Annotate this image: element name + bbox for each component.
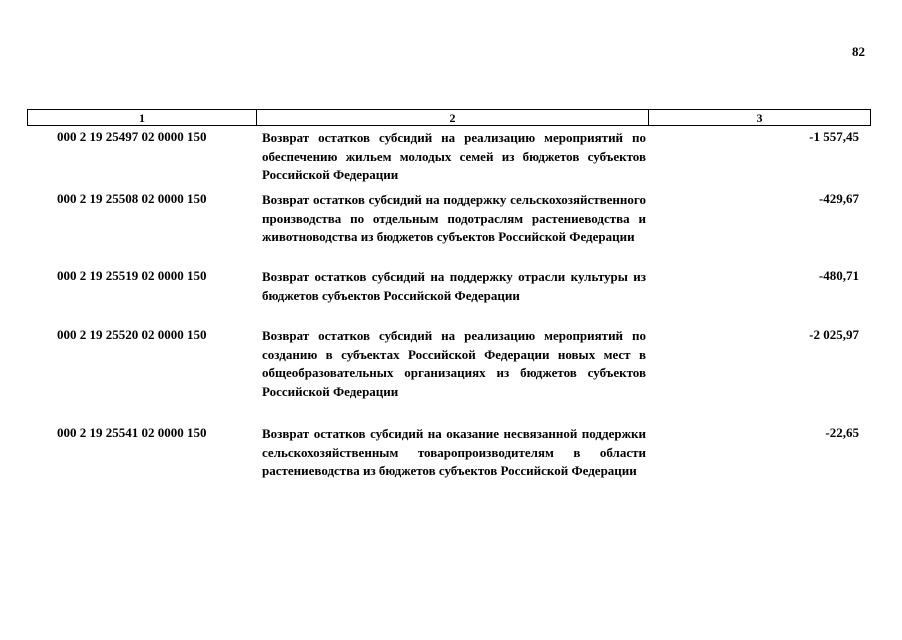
row-description: Возврат остатков субсидий на поддержку отрасли культуры из бюджетов субъектов Российской Федерации <box>262 269 646 303</box>
header-cell-2: 2 <box>257 110 649 125</box>
row-description: Возврат остатков субсидий на реализацию мероприятий по обеспечению жильем молодых семей из бюджетов субъектов Российской Федерации <box>262 130 646 182</box>
budget-code: 000 2 19 25497 02 0000 150 <box>57 129 207 144</box>
page-number: 82 <box>852 44 865 59</box>
row-amount: -480,71 <box>818 268 859 283</box>
table-header-row <box>27 109 871 126</box>
budget-code: 000 2 19 25520 02 0000 150 <box>57 327 207 342</box>
row-amount: -1 557,45 <box>809 129 859 144</box>
row-description: Возврат остатков субсидий на реализацию мероприятий по созданию в субъектах Российской Федерации новых мест в общеобразовательных организациях из бюджетов субъектов Российской Федерации <box>262 328 646 399</box>
row-description: Возврат остатков субсидий на поддержку сельскохозяйственного производства по отдельным подотраслям растениеводства и животноводства из бюджетов субъектов Российской Федерации <box>262 192 646 244</box>
budget-code: 000 2 19 25519 02 0000 150 <box>57 268 207 283</box>
budget-code: 000 2 19 25508 02 0000 150 <box>57 191 207 206</box>
header-cell-3: 3 <box>756 110 763 125</box>
budget-code: 000 2 19 25541 02 0000 150 <box>57 425 207 440</box>
row-description: Возврат остатков субсидий на оказание несвязанной поддержки сельскохозяйственным товаропроизводителям в области растениеводства из бюджетов субъектов Российской Федерации <box>262 426 646 478</box>
row-amount: -22,65 <box>825 425 859 440</box>
row-amount: -2 025,97 <box>809 327 859 342</box>
row-amount: -429,67 <box>818 191 859 206</box>
header-cell-1: 1 <box>28 110 257 125</box>
